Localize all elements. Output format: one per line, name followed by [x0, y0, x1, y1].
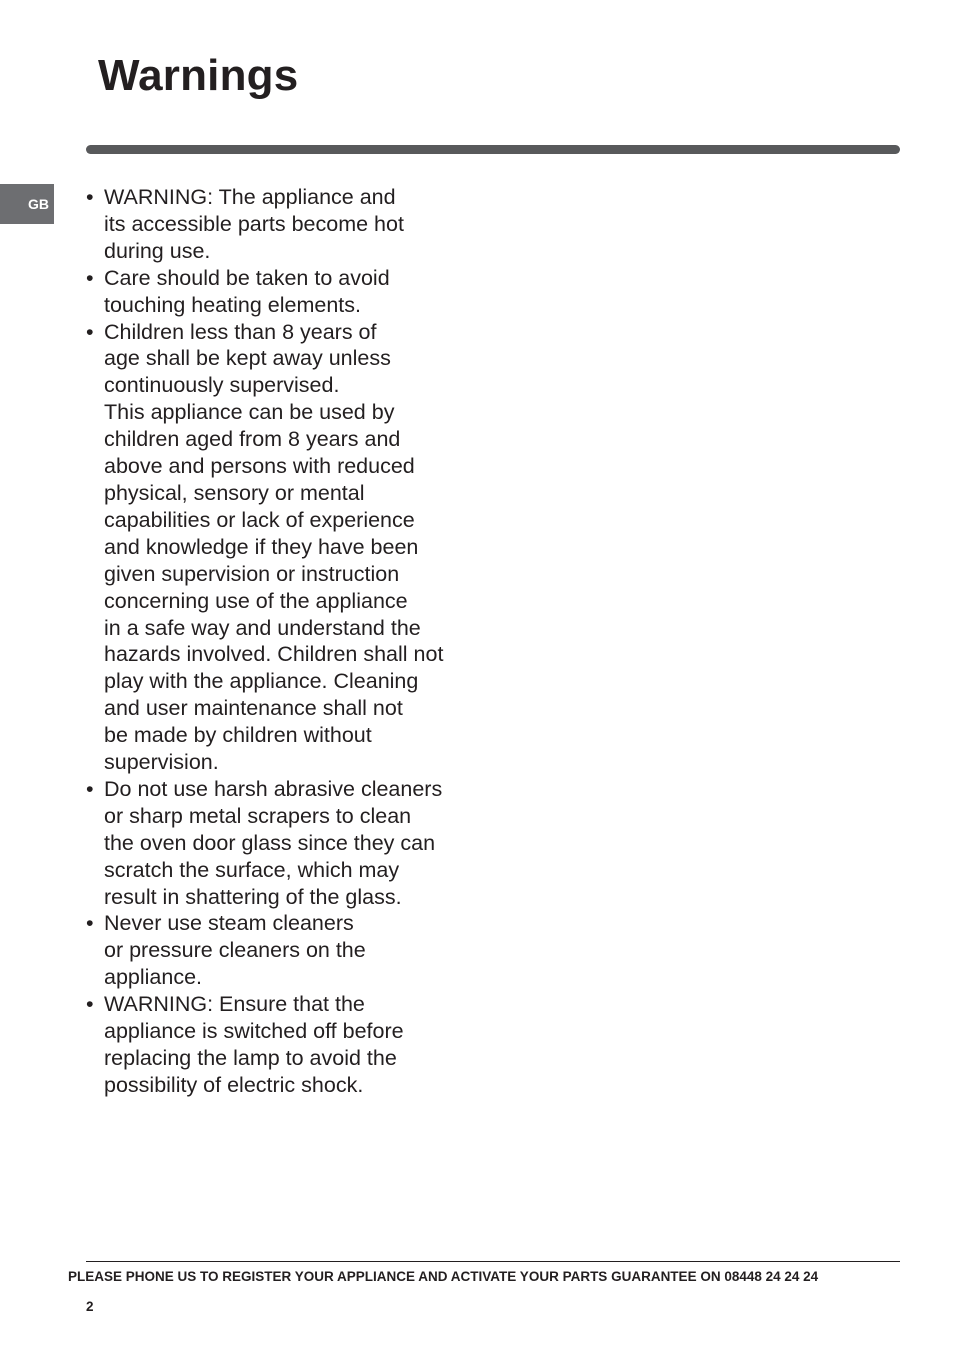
- warning-line: Never use steam cleaners: [104, 911, 354, 936]
- warning-line: supervision.: [104, 750, 219, 775]
- warning-line: concerning use of the appliance: [104, 588, 408, 613]
- bullet-icon: •: [86, 911, 94, 936]
- warning-line: its accessible parts become hot: [104, 211, 404, 236]
- warning-line: play with the appliance. Cleaning: [104, 669, 419, 694]
- warning-line: result in shattering of the glass.: [104, 884, 402, 909]
- warning-line: touching heating elements.: [104, 292, 361, 317]
- bullet-icon: •: [86, 265, 94, 290]
- warning-line: continuously supervised.: [104, 373, 340, 398]
- warning-item: [86, 776, 486, 911]
- warning-item: [86, 265, 486, 319]
- warning-line: WARNING: The appliance and: [104, 185, 396, 209]
- bullet-icon: •: [86, 776, 94, 801]
- page-number: 2: [86, 1299, 94, 1314]
- warning-line: and knowledge if they have been: [104, 534, 419, 559]
- warning-line: physical, sensory or mental: [104, 480, 365, 505]
- warning-line: hazards involved. Children shall not: [104, 642, 444, 667]
- warning-line: This appliance can be used by: [104, 400, 395, 425]
- warnings-list: [86, 184, 486, 1099]
- warning-line: Care should be taken to avoid: [104, 265, 390, 290]
- warning-line: WARNING: Ensure that the: [104, 992, 365, 1017]
- warning-item: [86, 319, 486, 776]
- warning-line: be made by children without: [104, 723, 372, 748]
- warning-line: possibility of electric shock.: [104, 1072, 364, 1097]
- footer-notice: PLEASE PHONE US TO REGISTER YOUR APPLIANCE AND ACTIVATE YOUR PARTS GUARANTEE ON 08448 24 24 24: [68, 1269, 819, 1284]
- warning-item: [86, 991, 486, 1099]
- bullet-icon: •: [86, 992, 94, 1017]
- language-tab: GB: [0, 184, 54, 224]
- warning-line: or pressure cleaners on the: [104, 938, 366, 963]
- bullet-icon: •: [86, 185, 94, 209]
- warning-line: age shall be kept away unless: [104, 346, 391, 371]
- warning-line: given supervision or instruction: [104, 561, 400, 586]
- warning-line: capabilities or lack of experience: [104, 507, 415, 532]
- warning-line: during use.: [104, 238, 211, 263]
- warning-line: or sharp metal scrapers to clean: [104, 803, 412, 828]
- warning-line: appliance.: [104, 965, 203, 990]
- warning-line: children aged from 8 years and: [104, 427, 401, 452]
- warning-line: replacing the lamp to avoid the: [104, 1046, 397, 1070]
- warning-item: [86, 184, 486, 265]
- warning-line: scratch the surface, which may: [104, 857, 400, 882]
- warning-line: the oven door glass since they can: [104, 830, 436, 855]
- warning-line: and user maintenance shall not: [104, 696, 403, 721]
- title-divider: [86, 145, 900, 154]
- footer-divider: [86, 1261, 900, 1262]
- page-title: Warnings: [98, 51, 299, 100]
- warning-item: [86, 910, 486, 991]
- warning-line: above and persons with reduced: [104, 454, 415, 479]
- warning-line: Do not use harsh abrasive cleaners: [104, 776, 443, 801]
- warning-line: Children less than 8 years of: [104, 319, 377, 344]
- warning-line: in a safe way and understand the: [104, 615, 421, 640]
- bullet-icon: •: [86, 319, 94, 344]
- warning-line: appliance is switched off before: [104, 1019, 404, 1044]
